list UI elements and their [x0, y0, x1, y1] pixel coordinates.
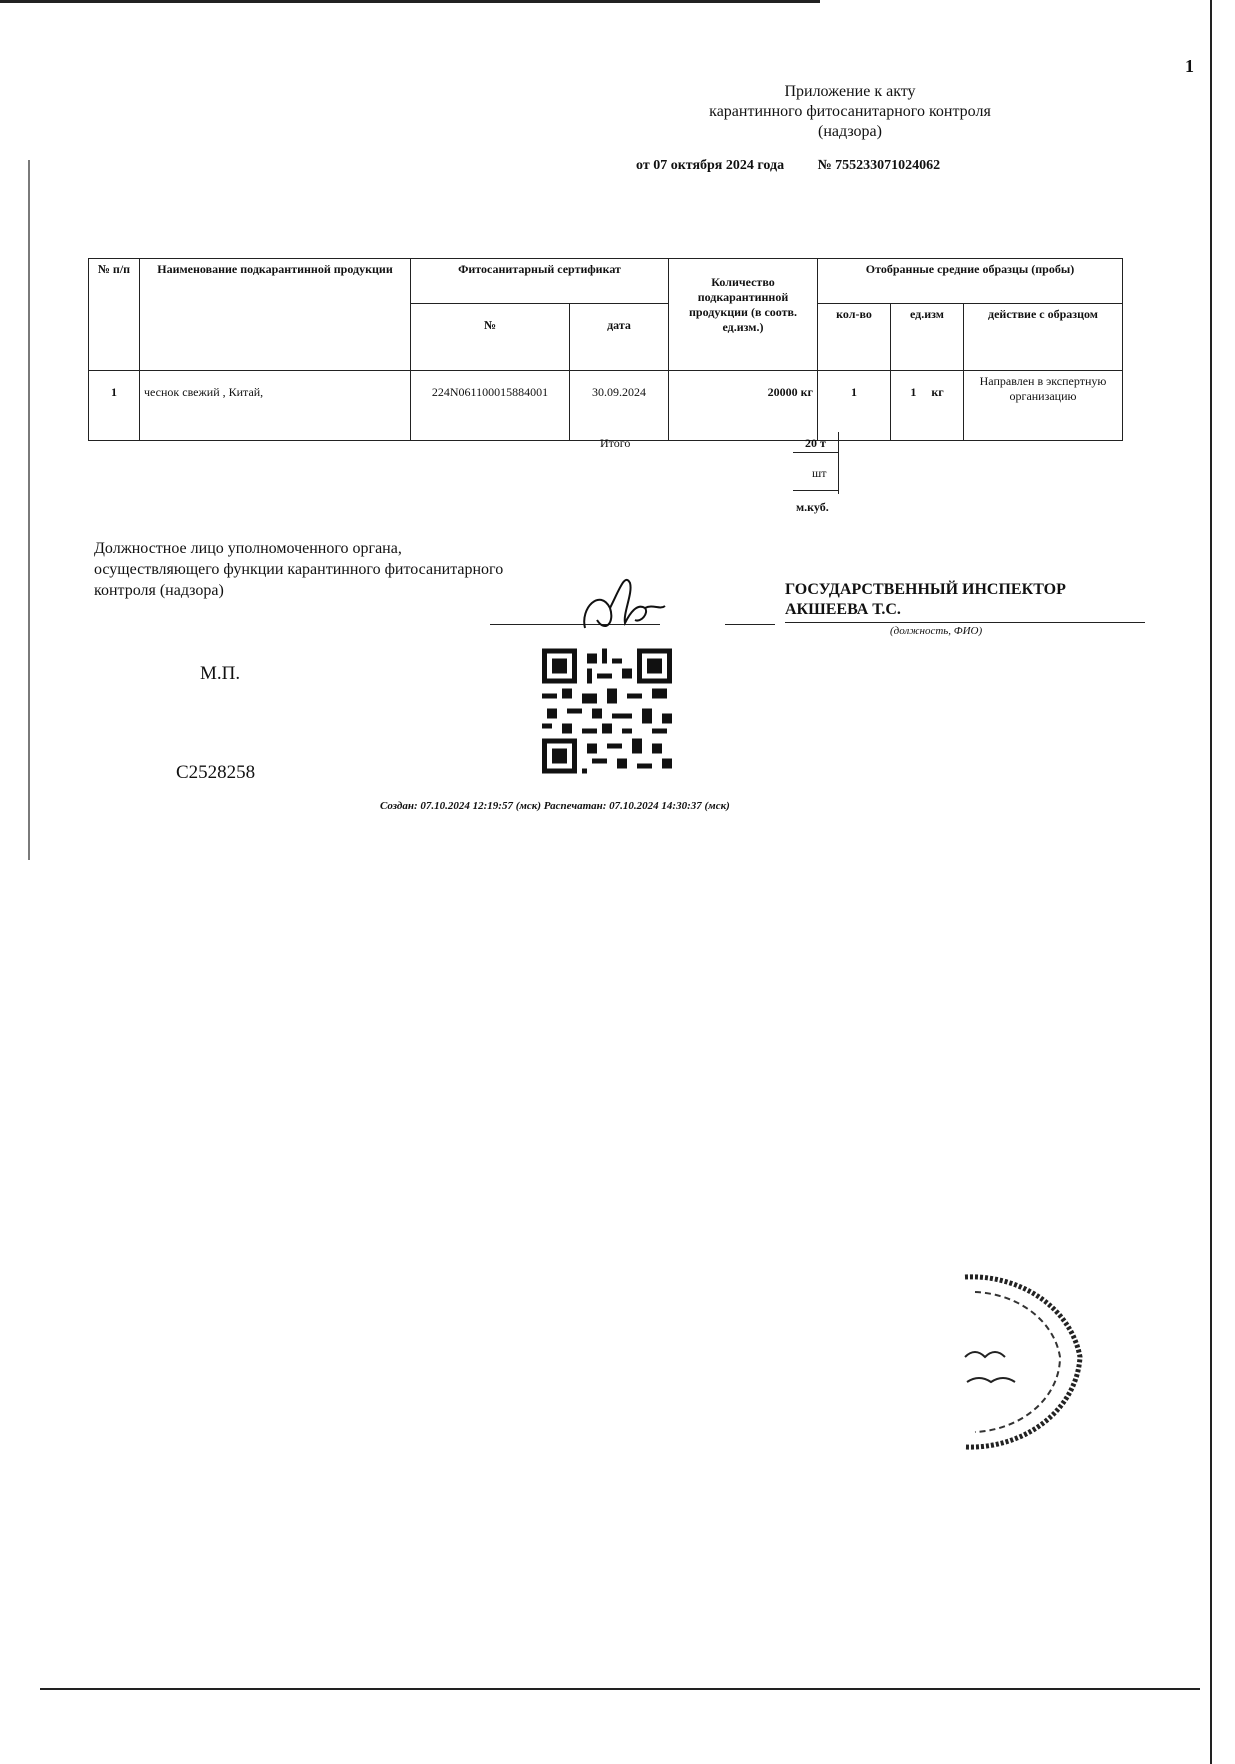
cell-cert-no: 224N061100015884001 [411, 371, 570, 441]
inspector-caption: (должность, ФИО) [890, 625, 983, 637]
page-number: 1 [1185, 56, 1194, 76]
header-line-3: (надзора) [818, 123, 882, 140]
scan-edge-bottom [40, 1688, 1200, 1690]
stamp-place-label: М.П. [200, 663, 241, 684]
cell-sample-action: Направлен в экспертную организацию [964, 371, 1123, 441]
cell-sample-unit [891, 371, 964, 441]
official-text: Должностное лицо уполномоченного органа, осуществляющего функции карантинного фитосанитарного контроля (надзора) [94, 540, 504, 599]
col-samples-group: Отобранные средние образцы (пробы) [818, 259, 1123, 304]
inspector-underline [785, 622, 1145, 623]
document-code: С2528258 [176, 762, 256, 783]
scan-edge-right [1210, 0, 1212, 1764]
products-table [88, 258, 1123, 441]
cell-quantity: 20000 кг [669, 371, 818, 441]
header-line-1: Приложение к акту [784, 83, 916, 100]
totals-line-2 [793, 490, 838, 491]
cell-cert-date: 30.09.2024 [570, 371, 669, 441]
created-printed-info: Создан: 07.10.2024 12:19:57 (мск) Распечатан: 07.10.2024 14:30:37 (мск) [380, 800, 730, 812]
inspector-block [785, 580, 1066, 620]
qr-code-image [542, 648, 672, 774]
col-cert-date: дата [570, 304, 669, 371]
col-cert-no: № [411, 304, 570, 371]
col-name: Наименование подкарантинной продукции [140, 259, 411, 371]
act-date: от 07 октября 2024 года [636, 158, 785, 173]
cell-sample-count: 1 [818, 371, 891, 441]
inspector-name: АКШЕЕВА Т.С. [785, 601, 901, 618]
table-row [89, 371, 1123, 441]
totals-label: Итого [600, 436, 631, 450]
col-quantity: Количество подкарантинной продукции (в соотв. ед.изм.) [669, 259, 818, 371]
col-num: № п/п [89, 259, 140, 371]
col-sample-count: кол-во [818, 304, 891, 371]
signature-image [575, 568, 675, 638]
inspector-position: ГОСУДАРСТВЕННЫЙ ИНСПЕКТОР [785, 581, 1066, 598]
signature-line-2 [725, 624, 775, 625]
col-cert-group: Фитосанитарный сертификат [411, 259, 669, 304]
totals-m3: м.куб. [796, 500, 829, 514]
sample-unit-name: кг [931, 385, 944, 399]
scan-edge-top [0, 0, 820, 3]
header-reference [636, 158, 970, 174]
table-header-row [89, 259, 1123, 304]
scan-edge-left [28, 160, 30, 860]
act-number: № 755233071024062 [817, 158, 941, 173]
totals-line-v [838, 432, 839, 494]
cell-num: 1 [89, 371, 140, 441]
sample-unit-num: 1 [910, 385, 917, 399]
totals-tons: 20 т [805, 436, 826, 450]
official-stamp-image [955, 1262, 1095, 1462]
col-sample-action: действие с образцом [964, 304, 1123, 371]
col-sample-unit: ед.изм [891, 304, 964, 371]
cell-name: чеснок свежий , Китай, [140, 371, 411, 441]
document-header [600, 82, 1100, 142]
totals-pcs: шт [812, 466, 827, 480]
totals-line-1 [793, 452, 838, 453]
header-line-2: карантинного фитосанитарного контроля [709, 103, 991, 120]
